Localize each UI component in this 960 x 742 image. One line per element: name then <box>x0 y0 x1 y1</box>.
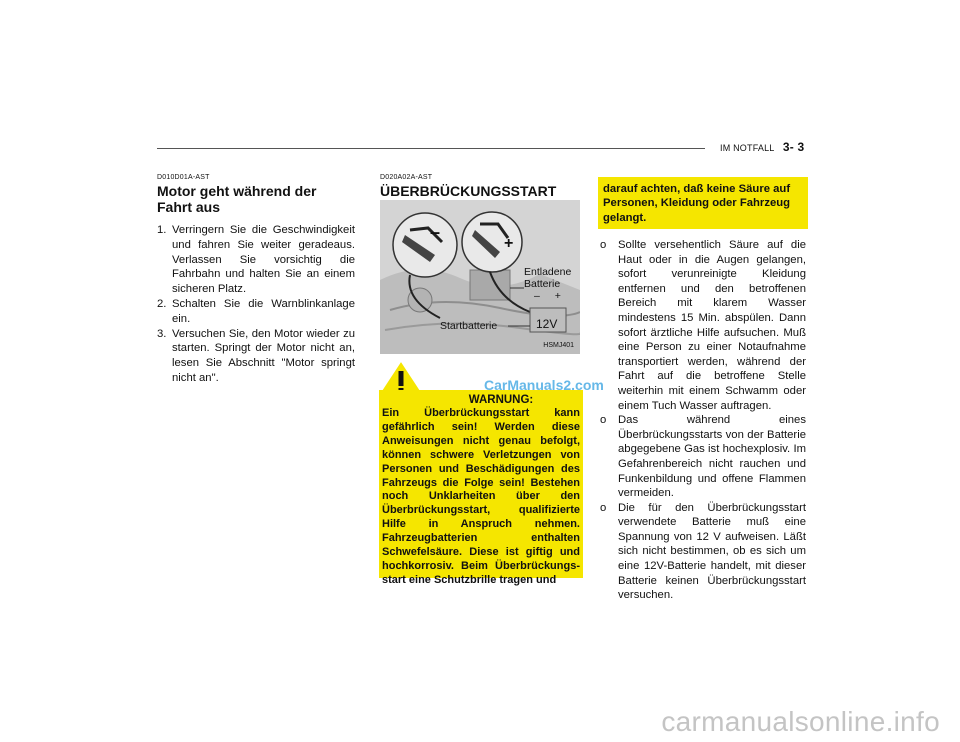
list-item: o Die für den Überbrückungsstart verwendete Batterie muß eine Spannung von 12 V aufweisen. Läßt sich nicht bestimmen, ob es sich um eine 12V-Batterie handelt, mit dieser Batterie keinen Überbrückungsstart versuchen. <box>600 501 806 602</box>
header-rule <box>157 148 705 149</box>
section-heading: Motor geht während der Fahrt aus <box>157 183 317 215</box>
caution-box: darauf achten, daß keine Säure auf Personen, Kleidung oder Fahrzeug gelangt. <box>598 177 808 229</box>
safety-bullets <box>598 238 806 603</box>
section-heading: ÜBERBRÜCKUNGSSTART <box>380 183 557 199</box>
middle-column <box>380 174 585 199</box>
list-item: 1. Verringern Sie die Geschwindigkeit und fahren Sie weiter geradeaus. Verlassen Sie vorsichtig die Fahrbahn und halten Sie an einem sicheren Platz. <box>157 224 355 296</box>
plus-terminal-label: + <box>554 290 561 302</box>
footer-watermark: carmanualsonline.info <box>661 706 940 737</box>
warning-text: Ein Überbrückungsstart kann gefährlich sein! Werden diese Anweisungen nicht genau befolgt, können schwere Verletzungen von Personen und Beschädigungen des Fahrzeugs die Folge sein! Bestehen noch Unklarheiten über den Überbrückungsstart, qualifizierte Hilfe in Anspruch nehmen. Fahrzeugbatterien enthalten Schwefelsäure. Diese ist giftig und hochkorrosiv. Beim Überbrückungs-start eine Schutzbrille tragen und <box>382 407 580 586</box>
warning-box <box>379 390 583 586</box>
list-item: o Das während eines Überbrückungsstarts von der Batterie abgegebene Gas ist hochexplosiv. Im Gefahrenbereich nicht rauchen und Funkenbildung und offene Flammen vermeiden. <box>600 414 806 500</box>
jump-start-illustration <box>380 200 580 354</box>
steps-list <box>157 223 355 386</box>
battery-voltage-label: 12V <box>536 317 558 331</box>
figure-code: HSMJ401 <box>543 342 574 349</box>
list-item: 3. Versuchen Sie, den Motor wieder zu starten. Springt der Motor nicht an, lesen Sie Abschnitt "Motor springt nicht an". <box>157 327 355 384</box>
left-column <box>157 174 355 386</box>
section-code: D010D01A-AST <box>157 174 210 181</box>
label-discharged-battery: Entladene Batterie – + <box>524 266 572 302</box>
list-item: 2. Schalten Sie die Warnblinkanlage ein. <box>157 297 355 325</box>
warning-title: WARNUNG: <box>468 394 534 406</box>
page-number: 3- 3 <box>782 140 805 154</box>
section-code: D020A02A-AST <box>380 174 433 181</box>
svg-text:–: – <box>430 222 441 242</box>
page-header <box>720 140 804 154</box>
watermark-overlay: CarManuals2.com <box>484 377 604 393</box>
minus-terminal-label: – <box>534 290 540 302</box>
label-start-battery: Startbatterie <box>440 320 498 332</box>
svg-text:+: + <box>504 235 514 252</box>
list-item: o Sollte versehentlich Säure auf die Haut oder in die Augen gelangen, sofort verunreinigte Kleidung entfernen und den betroffenen Bereich mit klarem Wasser mindestens 15 Min. abspülen. Dann sofort ärztliche Hilfe aufsuchen. Muß eine Person zu einer Notaufnahme transportiert werden, während der Fahrt auf die betroffene Stelle weiterhin mit einem Schwamm oder einem Tuch Wasser auftragen. <box>600 239 806 412</box>
section-title: IM NOTFALL <box>720 143 775 153</box>
